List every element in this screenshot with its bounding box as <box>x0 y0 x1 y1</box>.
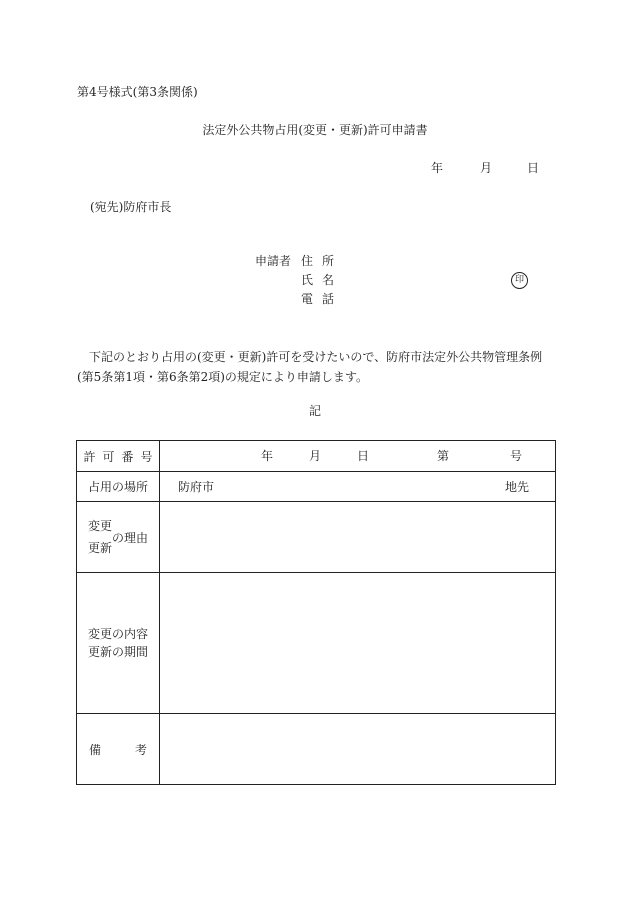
content-row <box>77 573 556 714</box>
reason-label-change: 変更 <box>87 519 112 533</box>
seal-mark: 印 <box>511 272 528 289</box>
phone-label: 電話 <box>301 292 344 306</box>
permit-gou-label: 号 <box>510 449 523 463</box>
permit-dai-label: 第 <box>437 449 450 463</box>
permit-day-label: 日 <box>357 449 370 463</box>
location-label: 占用の場所 <box>87 480 148 494</box>
location-row <box>77 472 556 502</box>
permit-month-label: 月 <box>309 449 322 463</box>
permit-year-label: 年 <box>261 449 274 463</box>
remarks-cell[interactable] <box>160 714 556 785</box>
reason-label-suffix: の理由 <box>112 530 149 545</box>
addressee: (宛先)防府市長 <box>90 200 172 214</box>
remarks-row <box>77 714 556 785</box>
permit-number-label-cell <box>77 441 160 472</box>
location-cell[interactable] <box>160 472 556 502</box>
content-label-line1: 変更の内容 <box>87 627 148 641</box>
reason-label-cell <box>77 502 160 573</box>
location-suffix: 地先 <box>504 480 529 494</box>
name-label: 氏名 <box>301 273 344 287</box>
reason-row <box>77 502 556 573</box>
date-day-label: 日 <box>527 161 540 175</box>
permit-number-label: 許可番号 <box>83 449 160 464</box>
reason-label-renewal: 更新 <box>87 541 112 555</box>
content-label-cell <box>77 573 160 714</box>
address-label: 住所 <box>301 254 344 268</box>
date-year-label: 年 <box>431 161 444 175</box>
applicant-fields <box>301 255 343 312</box>
permit-number-cell[interactable] <box>160 441 556 472</box>
document-title: 法定外公共物占用(変更・更新)許可申請書 <box>202 123 428 137</box>
permit-table <box>76 440 556 785</box>
applicant-label: 申請者 <box>255 254 292 268</box>
form-number: 第4号様式(第3条関係) <box>77 85 198 99</box>
application-statement: 下記のとおり占用の(変更・更新)許可を受けたいので、防府市法定外公共物管理条例(第5条第1項・第6条第2項)の規定により申請します。 <box>77 350 543 384</box>
remarks-label-cell <box>77 714 160 785</box>
remarks-label-right: 考 <box>134 742 147 757</box>
location-label-cell <box>77 472 160 502</box>
remarks-label-left: 備 <box>89 742 102 757</box>
content-label-line2: 更新の期間 <box>87 645 148 659</box>
permit-number-row <box>77 441 556 472</box>
reason-cell[interactable] <box>160 502 556 573</box>
location-city: 防府市 <box>178 480 215 494</box>
date-month-label: 月 <box>480 161 493 175</box>
ki-heading: 記 <box>308 404 321 418</box>
content-cell[interactable] <box>160 573 556 714</box>
